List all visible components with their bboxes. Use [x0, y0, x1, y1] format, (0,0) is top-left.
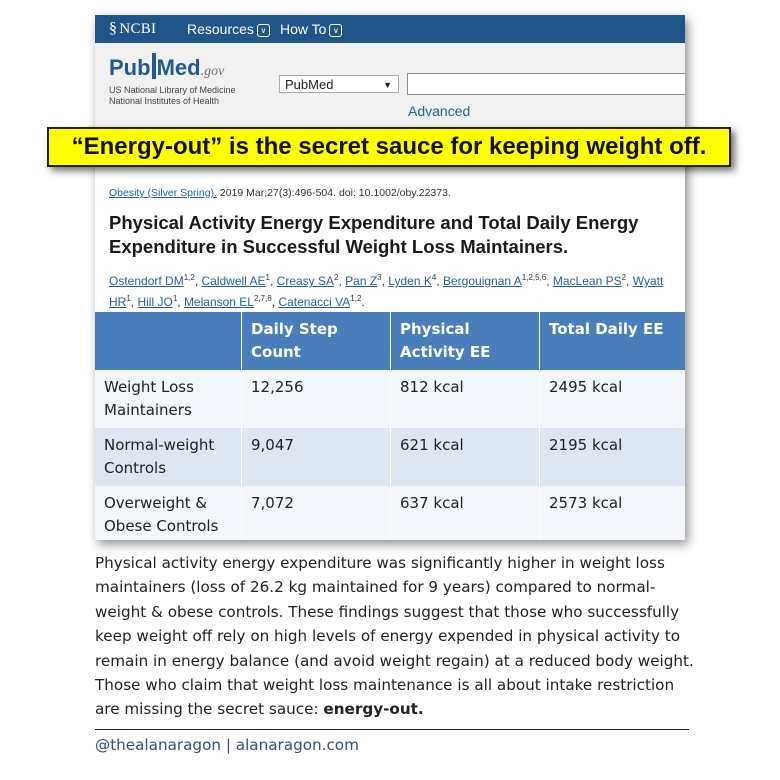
row-step-count: 12,256 — [242, 370, 391, 428]
database-select[interactable] — [279, 75, 399, 93]
author-separator: , — [177, 295, 184, 309]
author-separator: , — [436, 274, 443, 288]
column-header-pa-ee: Physical Activity EE — [391, 312, 540, 370]
footer-divider — [95, 729, 689, 730]
table-row — [95, 428, 685, 486]
author-link[interactable]: MacLean PS — [552, 274, 622, 288]
column-header-total-ee: Total Daily EE — [540, 312, 686, 370]
summary-paragraph — [95, 551, 695, 722]
author-link[interactable]: Lyden K — [388, 274, 432, 288]
ncbi-top-bar — [95, 15, 685, 43]
author-link[interactable]: Wyatt HR — [109, 274, 664, 309]
author-affiliation: 1 — [172, 294, 178, 303]
pubmed-logo-gov: .gov — [200, 64, 225, 79]
author-link[interactable]: Pan Z — [345, 274, 378, 288]
nih-line: National Institutes of Health — [109, 96, 220, 106]
citation-details: 2019 Mar;27(3):496-504. doi: 10.1002/oby.22373. — [216, 187, 451, 199]
chevron-down-icon: ∨ — [329, 24, 342, 37]
row-total-ee: 2573 kcal — [540, 486, 686, 540]
author-separator: . — [361, 295, 365, 309]
author-affiliation: 1 — [126, 294, 131, 303]
author-separator: , — [194, 274, 202, 288]
author-affiliation: 2,7,8 — [253, 294, 272, 303]
author-separator: , — [546, 274, 553, 288]
resources-menu[interactable] — [187, 21, 270, 37]
author-affiliation: 1,2,5,6 — [521, 273, 547, 282]
nlm-line: US National Library of Medicine — [109, 85, 236, 95]
row-pa-ee: 621 kcal — [391, 428, 540, 486]
pubmed-logo-bar-icon — [152, 53, 156, 79]
pubmed-logo[interactable] — [109, 53, 224, 81]
results-table — [95, 312, 685, 540]
resources-menu-label: Resources — [187, 21, 254, 37]
column-header-steps: Daily Step Count — [242, 312, 391, 370]
author-list — [109, 269, 679, 311]
row-step-count: 7,072 — [242, 486, 391, 540]
row-pa-ee: 812 kcal — [391, 370, 540, 428]
author-affiliation: 1,2 — [183, 273, 195, 282]
article-title: Physical Activity Energy Expenditure and Total Daily Energy Expenditure in Successful Weight Loss Maintainers. — [109, 212, 639, 257]
journal-link[interactable]: Obesity (Silver Spring). — [109, 187, 217, 199]
row-group-label: Weight Loss Maintainers — [95, 370, 242, 428]
table-row — [95, 370, 685, 428]
author-affiliation: 2 — [334, 273, 339, 282]
author-affiliation: 4 — [431, 273, 437, 282]
database-select-value: PubMed — [285, 77, 334, 92]
author-separator: , — [269, 274, 277, 288]
ncbi-logo-text: NCBI — [119, 21, 157, 37]
row-total-ee: 2195 kcal — [540, 428, 686, 486]
author-link[interactable]: Ostendorf DM — [109, 274, 184, 288]
author-affiliation: 2 — [621, 273, 627, 282]
nlm-subtitle — [109, 85, 236, 107]
search-input[interactable] — [407, 73, 685, 95]
how-to-menu-label: How To — [280, 21, 327, 37]
author-link[interactable]: Hill JO — [137, 295, 173, 309]
ncbi-helix-icon: § — [109, 20, 118, 37]
author-link[interactable]: Catenacci VA — [278, 295, 351, 309]
row-total-ee: 2495 kcal — [540, 370, 686, 428]
author-link[interactable]: Melanson EL — [183, 295, 254, 309]
headline-banner: “Energy-out” is the secret sauce for keeping weight off. — [47, 127, 731, 167]
row-step-count: 9,047 — [242, 428, 391, 486]
author-separator: , — [626, 274, 633, 288]
table-header-row — [95, 312, 685, 370]
author-affiliation: 1 — [265, 273, 270, 282]
author-affiliation: 1,2 — [350, 294, 362, 303]
row-group-label: Normal-weight Controls — [95, 428, 242, 486]
table-row — [95, 486, 685, 540]
author-separator: , — [338, 274, 346, 288]
ncbi-logo[interactable] — [109, 20, 156, 38]
author-link[interactable]: Bergouignan A — [443, 274, 522, 288]
chevron-down-icon: ∨ — [257, 24, 270, 37]
dropdown-arrow-icon: ▼ — [383, 80, 392, 90]
column-header-group — [95, 312, 242, 370]
author-link[interactable]: Creasy SA — [276, 274, 335, 288]
advanced-search-link[interactable]: Advanced — [408, 103, 471, 119]
row-pa-ee: 637 kcal — [391, 486, 540, 540]
author-link[interactable]: Caldwell AE — [201, 274, 266, 288]
author-separator: , — [381, 274, 389, 288]
pubmed-screenshot — [95, 15, 685, 540]
author-separator: , — [130, 295, 138, 309]
summary-emphasis: energy-out. — [323, 700, 424, 719]
pubmed-logo-med: Med — [156, 55, 201, 80]
footer-credit: @thealanaragon | alanaragon.com — [95, 736, 359, 754]
row-group-label: Overweight & Obese Controls — [95, 486, 242, 540]
author-affiliation: 3 — [377, 273, 382, 282]
pubmed-header — [95, 43, 685, 128]
how-to-menu[interactable] — [280, 21, 342, 37]
article-citation — [109, 187, 451, 199]
pubmed-logo-pub: Pub — [109, 55, 151, 80]
summary-text: Physical activity energy expenditure was significantly higher in weight loss maintainers (loss of 26.2 kg maintained for 9 years) compared to normal-weight & obese controls. These findings suggest that those who successfully keep weight off rely on high levels of energy expended in physical activity to remain in energy balance (and avoid weight regain) at a reduced body weight. Those who claim that weight loss maintenance is all about intake restriction are missing the secret sauce: — [95, 554, 694, 719]
author-separator: , — [271, 295, 279, 309]
